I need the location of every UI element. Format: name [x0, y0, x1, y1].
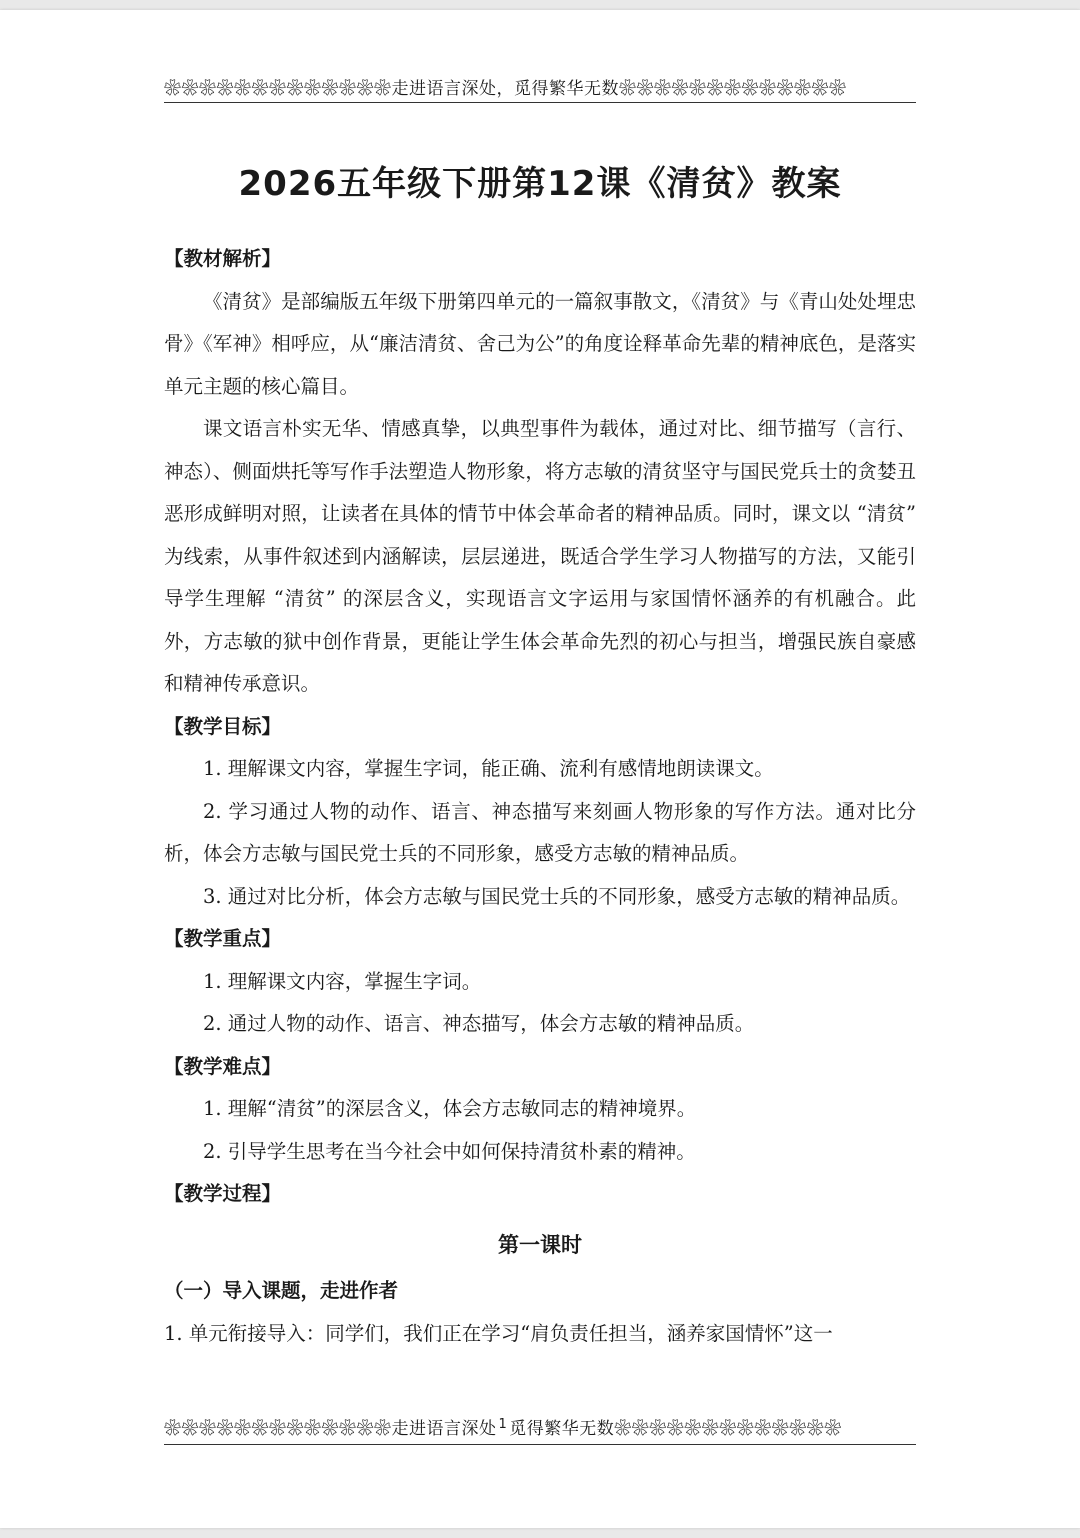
- analysis-paragraph: 课文语言朴实无华、情感真挚，以典型事件为载体，通过对比、细节描写（言行、神态）、侧面烘托等写作手法塑造人物形象，将方志敏的清贫坚守与国民党兵士的贪婪丑恶形成鲜明对照，让读者在具体的情节中体会革命者的精神品质。同时，课文以 “清贫” 为线索，从事件叙述到内涵解读，层层递进，既适合学生学习人物描写的方法，又能引导学生理解 “清贫” 的深层含义，实现语言文字运用与家国情怀涵养的有机融合。此外，方志敏的狱中创作背景，更能让学生体会革命先烈的初心与担当，增强民族自豪感和精神传承意识。: [164, 417, 916, 695]
- key-point-item: 1. 理解课文内容，掌握生字词。: [203, 969, 482, 993]
- section-heading-analysis: 【教材解析】: [164, 247, 282, 270]
- document-page: [0, 10, 1080, 1528]
- page-footer: [164, 1418, 916, 1445]
- header-text: 走进语言深处，觅得繁华无数: [391, 79, 619, 99]
- section-heading-goals: 【教学目标】: [164, 714, 282, 738]
- footer-text-left: 走进语言深处: [391, 1419, 497, 1439]
- sub-heading-intro: （一）导入课题，走进作者: [164, 1279, 399, 1302]
- goal-item: 3. 通过对比分析，体会方志敏与国民党士兵的不同形象，感受方志敏的精神品质。: [203, 884, 911, 908]
- header-decoration-right: ❀❀❀❀❀❀❀❀❀❀❀❀❀: [619, 79, 847, 99]
- footer-text-right: 觅得繁华无数: [509, 1419, 615, 1439]
- footer-decoration-left: ❀❀❀❀❀❀❀❀❀❀❀❀❀: [164, 1419, 392, 1439]
- analysis-paragraph: 《清贫》是部编版五年级下册第四单元的一篇叙事散文，《清贫》与《青山处处埋忠骨》《军神》相呼应，从“廉洁清贫、舍己为公”的角度诠释革命先辈的精神底色，是落实单元主题的核心篇目。: [164, 289, 916, 398]
- difficulty-item: 2. 引导学生思考在当今社会中如何保持清贫朴素的精神。: [203, 1139, 696, 1163]
- header-decoration-left: ❀❀❀❀❀❀❀❀❀❀❀❀❀: [164, 79, 392, 99]
- lesson-title: 第一课时: [498, 1231, 582, 1257]
- document-body: [164, 238, 916, 1355]
- footer-decoration-right: ❀❀❀❀❀❀❀❀❀❀❀❀❀: [614, 1419, 842, 1439]
- difficulty-item: 1. 理解“清贫”的深层含义，体会方志敏同志的精神境界。: [203, 1097, 697, 1120]
- key-point-item: 2. 通过人物的动作、语言、神态描写，体会方志敏的精神品质。: [203, 1012, 755, 1035]
- section-heading-process: 【教学过程】: [164, 1182, 282, 1205]
- page-number: 1: [498, 1418, 508, 1432]
- process-item: 1. 单元衔接导入：同学们，我们正在学习“肩负责任担当，涵养家国情怀”这一: [164, 1321, 833, 1345]
- goal-item: 2. 学习通过人物的动作、语言、神态描写来刻画人物形象的写作方法。通对比分析，体会方志敏与国民党士兵的不同形象，感受方志敏的精神品质。: [164, 799, 916, 865]
- section-heading-difficulties: 【教学难点】: [164, 1054, 282, 1078]
- section-heading-key-points: 【教学重点】: [164, 927, 282, 950]
- page-title: 2026五年级下册第12课《清贫》教案: [238, 164, 842, 204]
- goal-item: 1. 理解课文内容，掌握生字词，能正确、流利有感情地朗读课文。: [203, 757, 774, 780]
- page-header: [164, 78, 916, 103]
